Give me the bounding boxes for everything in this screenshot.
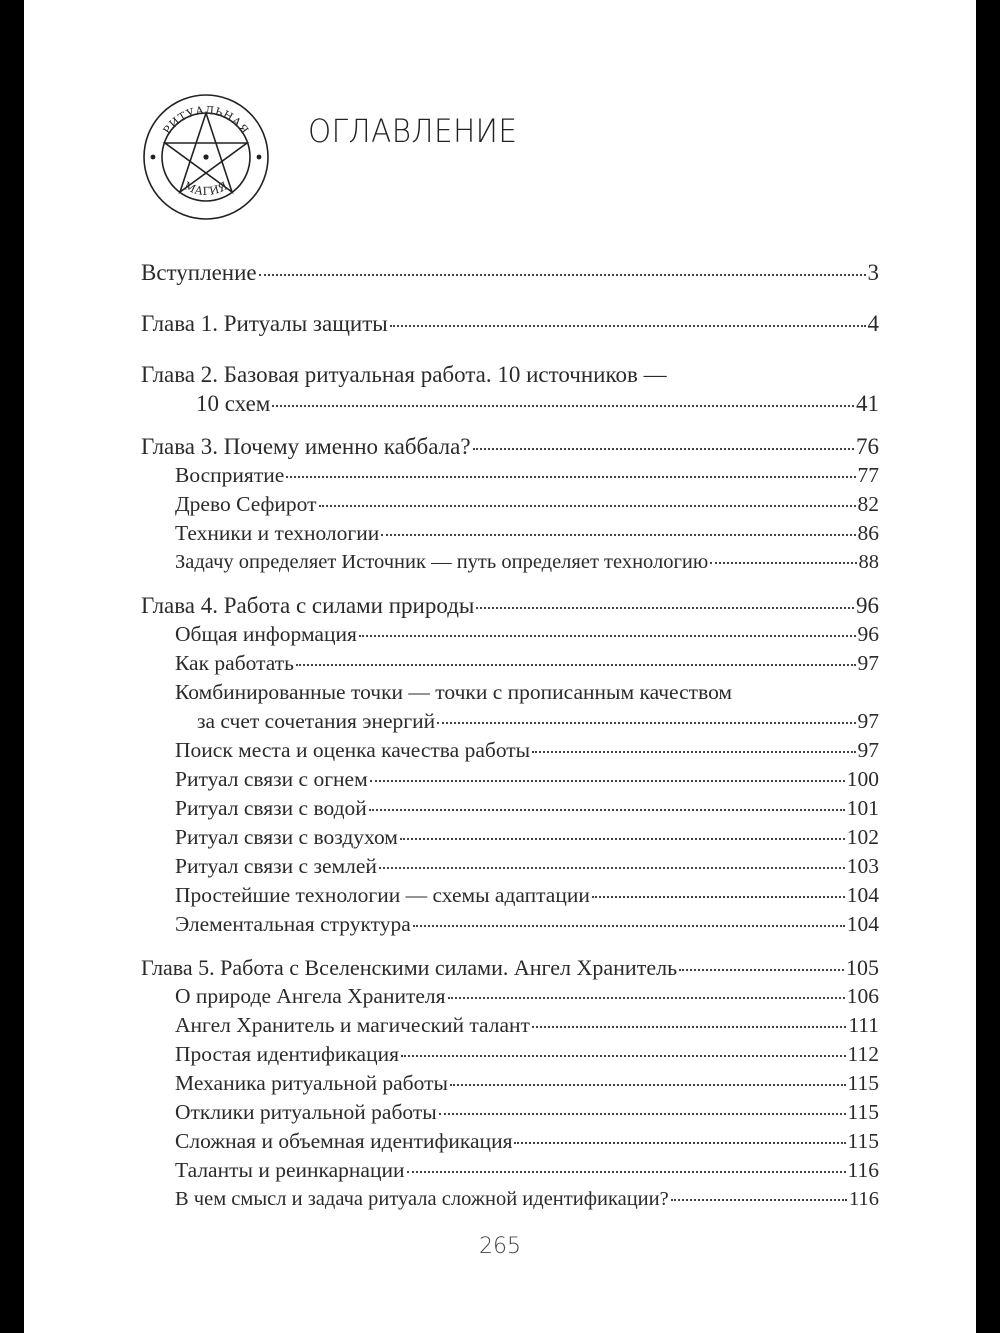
toc-subentry-title: Ритуал связи с землей: [175, 854, 377, 878]
toc-entry-page: 76: [856, 434, 879, 459]
toc-entry-page: 41: [856, 391, 879, 416]
toc-subentry[interactable]: [141, 794, 879, 823]
toc-subentry-title: Общая информация: [175, 622, 357, 646]
toc-subentry-title: Задачу определяет Источник — путь определяет технологию: [175, 551, 709, 573]
toc-subentry-page: 82: [857, 492, 879, 516]
dot-leader: [473, 448, 854, 450]
dot-leader: [379, 867, 845, 869]
dot-leader: [381, 534, 855, 536]
toc-subentry-title: Ритуал связи с воздухом: [175, 825, 398, 849]
toc-subentry-title: Ритуал связи с огнем: [175, 767, 368, 791]
dot-leader: [369, 809, 845, 811]
dot-leader: [448, 997, 845, 999]
toc-subentry[interactable]: [141, 852, 879, 881]
dot-leader: [401, 1055, 846, 1057]
toc-subentry-title: Элементальная структура: [175, 912, 411, 936]
toc-subentry-page: 115: [847, 1129, 879, 1153]
toc-subentry-page: 97: [857, 651, 879, 675]
toc-subentry[interactable]: [141, 490, 879, 519]
toc-subentry-title: Древо Сефирот: [175, 492, 317, 516]
toc-entry-chapter-2[interactable]: [141, 360, 879, 418]
toc-subentry[interactable]: [141, 1127, 879, 1156]
dot-leader: [710, 562, 856, 564]
toc-subentry-title: Простейшие технологии — схемы адаптации: [175, 883, 590, 907]
toc-subentry[interactable]: [141, 982, 879, 1011]
toc-subentry[interactable]: [141, 649, 879, 678]
toc-entry-title: Глава 4. Работа с силами природы: [141, 593, 475, 618]
toc-subentry[interactable]: [141, 1040, 879, 1069]
toc-subentry-title: Отклики ритуальной работы: [175, 1100, 437, 1124]
toc-subentry-title: Техники и технологии: [175, 521, 380, 545]
dot-leader: [390, 325, 866, 327]
dot-leader: [296, 664, 856, 666]
toc-entry-title-line1: Глава 2. Базовая ритуальная работа. 10 источников —: [141, 362, 667, 387]
toc-entry-title: Глава 1. Ритуалы защиты: [141, 311, 388, 336]
page-title: ОГЛАВЛЕНИЕ: [308, 112, 518, 150]
toc-subentry-title: В чем смысл и задача ритуала сложной идентификации?: [175, 1188, 669, 1210]
dot-leader: [407, 1171, 846, 1173]
dot-leader: [272, 405, 854, 407]
dot-leader: [319, 505, 856, 507]
toc-subentry-title: Сложная и объемная идентификация: [175, 1129, 513, 1153]
toc-subentry-page: 88: [858, 551, 879, 573]
toc-subentry-title: Ангел Хранитель и магический талант: [175, 1013, 530, 1037]
toc-subentry[interactable]: [141, 910, 879, 939]
toc-subentry-page: 104: [846, 883, 879, 907]
toc-subentry-page: 101: [846, 796, 879, 820]
dot-leader: [359, 635, 856, 637]
dot-leader: [439, 1113, 846, 1115]
toc-subentry-page: 104: [846, 912, 879, 936]
pentagram-icon: [141, 92, 271, 222]
toc-subentry-title: Ритуал связи с водой: [175, 796, 367, 820]
toc-subentry-title: Таланты и реинкарнации: [175, 1158, 405, 1182]
page-number: 265: [479, 1234, 521, 1259]
dot-leader: [679, 969, 844, 971]
toc-subentry[interactable]: [141, 678, 879, 736]
book-page: [24, 0, 976, 1333]
toc-subentry[interactable]: [141, 1011, 879, 1040]
toc-entry-chapter-4[interactable]: [141, 591, 879, 620]
toc-subentry[interactable]: [141, 1098, 879, 1127]
toc-subentry-title-line1: Комбинированные точки — точки с прописанным качеством: [175, 680, 733, 704]
dot-leader: [286, 476, 855, 478]
toc-subentry-title: О природе Ангела Хранителя: [175, 984, 446, 1008]
toc-entry-title: Глава 3. Почему именно каббала?: [141, 434, 471, 459]
toc-subentry-page: 115: [847, 1100, 879, 1124]
toc-subentry-page: 111: [848, 1013, 879, 1037]
toc-entry-title: Глава 5. Работа с Вселенскими силами. Ангел Хранитель: [141, 955, 678, 980]
toc-entry-chapter-5[interactable]: [141, 953, 879, 982]
toc-subentry[interactable]: [141, 1185, 879, 1214]
toc-subentry-page: 96: [857, 622, 879, 646]
dot-leader: [671, 1199, 847, 1201]
table-of-contents: [141, 258, 879, 1214]
toc-subentry[interactable]: [141, 519, 879, 548]
svg-text:МАГИЯ: МАГИЯ: [181, 179, 231, 198]
dot-leader: [532, 1026, 846, 1028]
ritual-magic-emblem: [141, 92, 271, 222]
toc-subentry-page: 102: [846, 825, 879, 849]
toc-subentry[interactable]: [141, 881, 879, 910]
toc-subentry-page: 112: [847, 1042, 879, 1066]
dot-leader: [592, 896, 845, 898]
toc-subentry[interactable]: [141, 1069, 879, 1098]
dot-leader: [450, 1084, 846, 1086]
toc-subentry-page: 86: [857, 521, 879, 545]
toc-entry-page: 4: [867, 311, 879, 336]
svg-text:РИТУАЛЬНАЯ: РИТУАЛЬНАЯ: [160, 103, 252, 137]
toc-subentry-title-line2: за счет сочетания энергий: [197, 709, 436, 733]
toc-subentry-page: 103: [846, 854, 879, 878]
toc-subentry[interactable]: [141, 736, 879, 765]
toc-entry-title-line2: 10 схем: [196, 391, 271, 416]
toc-subentry[interactable]: [141, 548, 879, 577]
dot-leader: [259, 274, 866, 276]
dot-leader: [532, 751, 855, 753]
toc-subentry[interactable]: [141, 620, 879, 649]
toc-entry-intro[interactable]: [141, 258, 879, 287]
dot-leader: [400, 838, 845, 840]
toc-entry-title: Вступление: [141, 260, 257, 285]
dot-leader: [437, 722, 855, 724]
toc-subentry-page: 115: [847, 1071, 879, 1095]
toc-subentry-title: Механика ритуальной работы: [175, 1071, 448, 1095]
toc-subentry-page: 116: [847, 1158, 879, 1182]
toc-subentry[interactable]: [141, 823, 879, 852]
toc-subentry-title: Как работать: [175, 651, 294, 675]
toc-subentry-page: 97: [857, 709, 879, 733]
toc-subentry-title: Восприятие: [175, 463, 285, 487]
dot-leader: [514, 1142, 845, 1144]
toc-subentry-page: 116: [849, 1188, 879, 1210]
dot-leader: [476, 607, 854, 609]
toc-entry-page: 105: [846, 955, 879, 980]
toc-subentry-page: 77: [857, 463, 879, 487]
toc-subentry[interactable]: [141, 461, 879, 490]
toc-entry-page: 3: [867, 260, 879, 285]
toc-subentry[interactable]: [141, 765, 879, 794]
toc-entry-chapter-3[interactable]: [141, 432, 879, 461]
toc-subentry-page: 97: [857, 738, 879, 762]
toc-subentry-title: Простая идентификация: [175, 1042, 399, 1066]
dot-leader: [413, 925, 845, 927]
toc-entry-chapter-1[interactable]: [141, 309, 879, 338]
dot-leader: [370, 780, 845, 782]
toc-subentry-page: 106: [846, 984, 879, 1008]
toc-subentry-page: 100: [846, 767, 879, 791]
toc-subentry[interactable]: [141, 1156, 879, 1185]
toc-subentry-title: Поиск места и оценка качества работы: [175, 738, 531, 762]
toc-entry-page: 96: [856, 593, 879, 618]
